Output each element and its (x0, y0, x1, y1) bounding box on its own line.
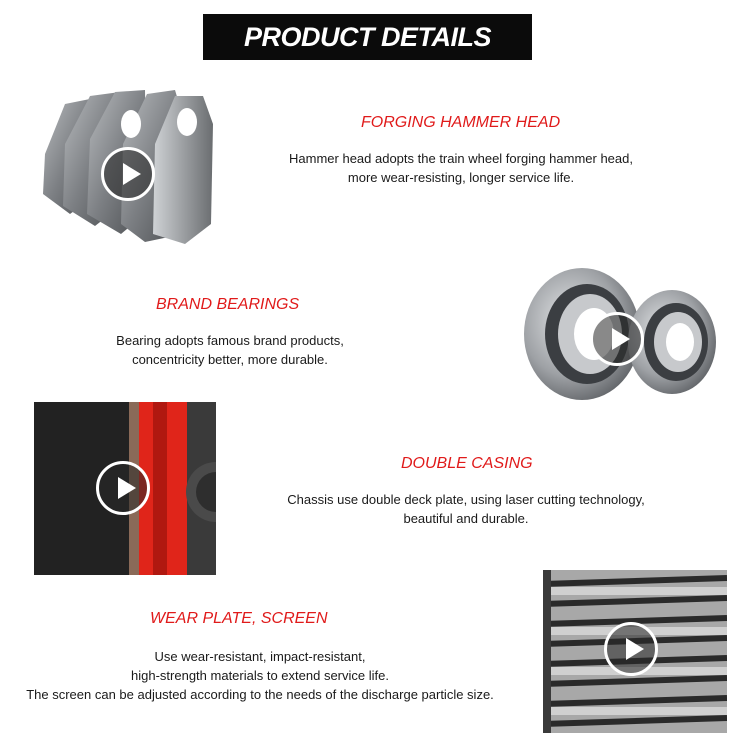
double-casing-image (34, 402, 216, 575)
description-line: more wear-resisting, longer service life. (347, 170, 575, 185)
description-line: Bearing adopts famous brand products, (116, 333, 344, 348)
description-line: Use wear-resistant, impact-resistant, (154, 649, 366, 664)
description-line: high-strength materials to extend service life. (131, 668, 389, 683)
section-title-brand-bearings: BRAND BEARINGS (156, 296, 300, 313)
description-line: Hammer head adopts the train wheel forging hammer head, (289, 151, 633, 166)
description-line: The screen can be adjusted according to the needs of the discharge particle size. (26, 687, 494, 702)
description-line: Chassis use double deck plate, using laser cutting technology, (287, 492, 645, 507)
play-icon[interactable] (96, 461, 150, 515)
play-icon[interactable] (101, 147, 155, 201)
hammer-head-image (35, 84, 225, 249)
page-title: PRODUCT DETAILS (244, 21, 491, 52)
description-line: concentricity better, more durable. (132, 352, 328, 367)
bearings-image (522, 264, 722, 404)
section-title-double-casing: DOUBLE CASING (401, 455, 533, 472)
header-bar (203, 14, 532, 60)
wear-plate-image (543, 570, 727, 733)
section-description-brand-bearings (100, 331, 360, 369)
section-title-forging-hammer-head: FORGING HAMMER HEAD (361, 114, 561, 131)
section-description-forging-hammer-head (270, 149, 652, 187)
section-description-wear-plate-screen (10, 647, 510, 704)
section-title-wear-plate-screen: WEAR PLATE, SCREEN (150, 610, 328, 627)
play-icon[interactable] (590, 312, 644, 366)
play-icon[interactable] (604, 622, 658, 676)
description-line: beautiful and durable. (403, 511, 529, 526)
section-description-double-casing (270, 490, 662, 528)
